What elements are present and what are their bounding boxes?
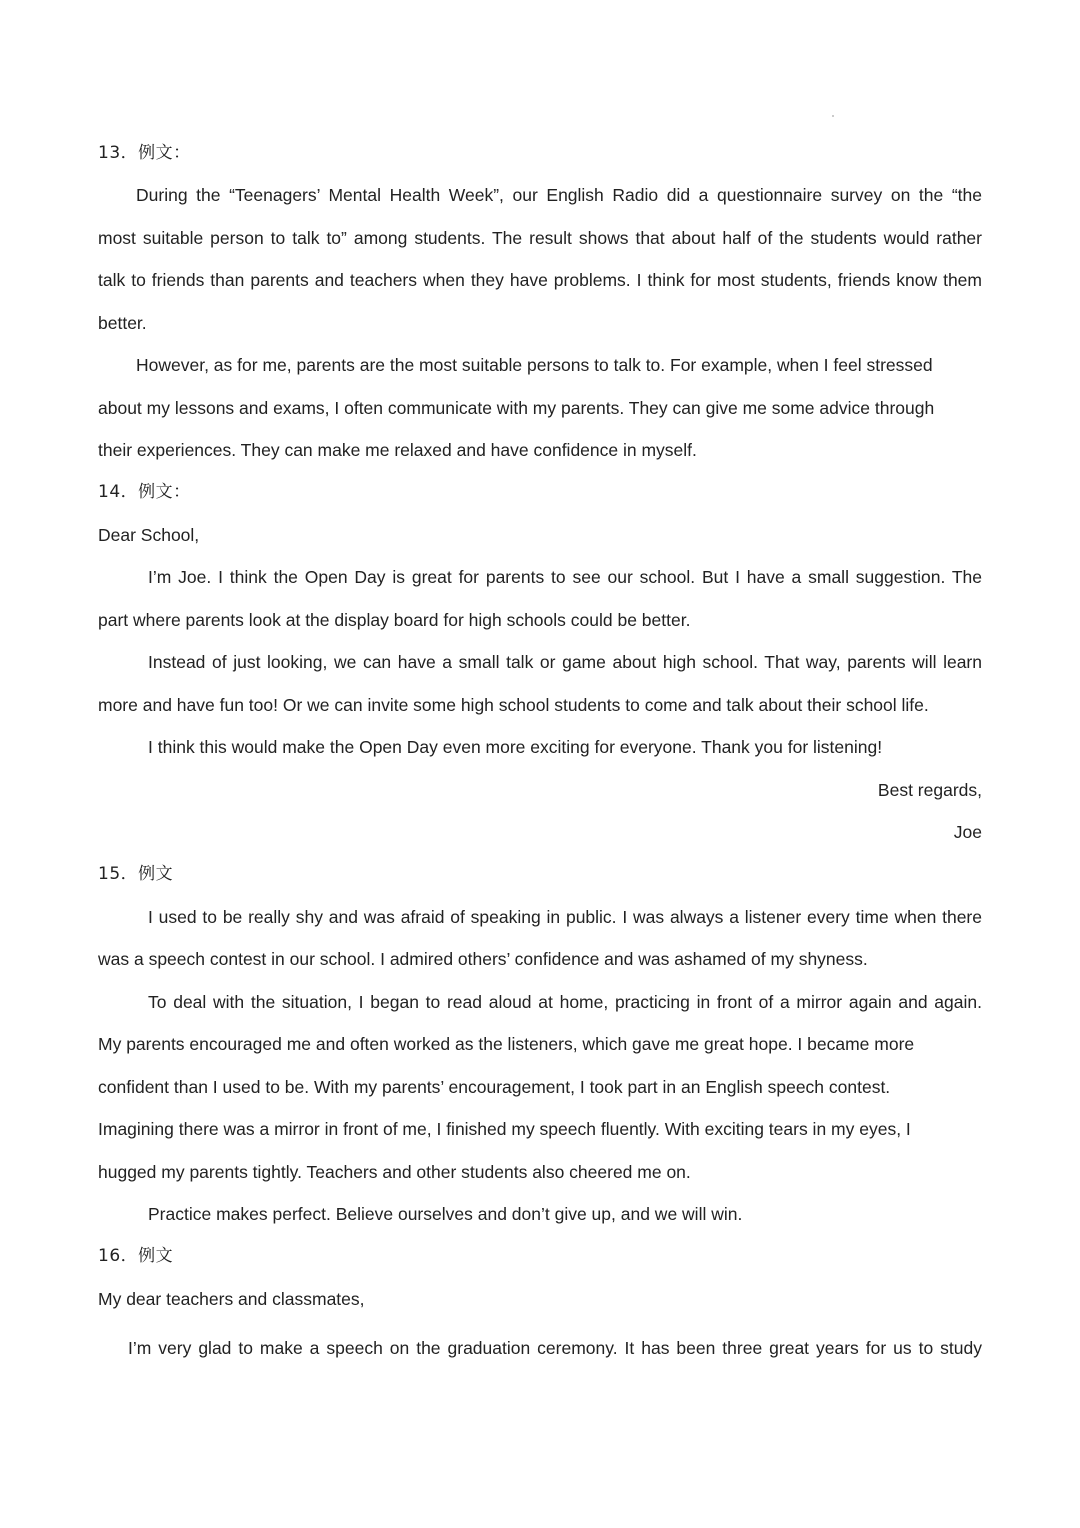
- section-13-line-5: However, as for me, parents are the most suitable persons to talk to. For example, when I feel stressed: [136, 355, 933, 375]
- section-15-line-5: confident than I used to be. With my parents’ encouragement, I took part in an English speech contest.: [98, 1077, 891, 1097]
- section-16-line-1: I’m very glad to make a speech on the graduation ceremony. It has been three great years for us to study: [128, 1338, 982, 1358]
- section-13-line-3: talk to friends than parents and teachers when they have problems. I think for most students, friends know them: [98, 270, 982, 290]
- scan-speck: [832, 115, 834, 117]
- section-15-heading: 15．例文: [98, 864, 174, 884]
- section-13-line-2: most suitable person to talk to” among students. The result shows that about half of the students would rather: [98, 228, 982, 248]
- section-13-line-1: During the “Teenagers’ Mental Health Week”, our English Radio did a questionnaire survey on the “the: [136, 185, 982, 205]
- section-15-line-7: hugged my parents tightly. Teachers and other students also cheered me on.: [98, 1162, 691, 1182]
- section-14-line-3: Instead of just looking, we can have a small talk or game about high school. That way, parents will learn: [148, 652, 982, 672]
- section-15-line-1: I used to be really shy and was afraid of speaking in public. I was always a listener every time when there: [148, 907, 982, 927]
- section-14-closing: Best regards,: [877, 780, 982, 800]
- section-15-line-3: To deal with the situation, I began to read aloud at home, practicing in front of a mirror again and again.: [148, 992, 982, 1012]
- section-15-line-4: My parents encouraged me and often worked as the listeners, which gave me great hope. I became more: [98, 1034, 915, 1054]
- section-14-line-2: part where parents look at the display board for high schools could be better.: [98, 610, 691, 630]
- section-16-salutation: My dear teachers and classmates,: [98, 1289, 365, 1309]
- section-14-line-1: I’m Joe. I think the Open Day is great for parents to see our school. But I have a small suggestion. The: [148, 567, 982, 587]
- section-14-heading: 14．例文：: [98, 482, 191, 502]
- section-16-heading: 16．例文: [98, 1246, 174, 1266]
- section-13-line-6: about my lessons and exams, I often communicate with my parents. They can give me some advice through: [98, 398, 935, 418]
- section-13-heading: 13．例文：: [98, 143, 191, 163]
- section-14-line-4: more and have fun too! Or we can invite some high school students to come and talk about their school life.: [98, 695, 929, 715]
- section-15-line-2: was a speech contest in our school. I admired others’ confidence and was ashamed of my shyness.: [98, 949, 868, 969]
- section-14-line-5: I think this would make the Open Day even more exciting for everyone. Thank you for listening!: [148, 737, 883, 757]
- section-14-signature: Joe: [953, 822, 982, 842]
- section-14-salutation: Dear School,: [98, 525, 200, 545]
- section-15-line-8: Practice makes perfect. Believe ourselves and don’t give up, and we will win.: [148, 1204, 743, 1224]
- section-15-line-6: Imagining there was a mirror in front of me, I finished my speech fluently. With exciting tears in my eyes, I: [98, 1119, 911, 1139]
- section-13-line-4: better.: [98, 313, 147, 333]
- document-page: [98, 0, 982, 1528]
- section-13-line-7: their experiences. They can make me relaxed and have confidence in myself.: [98, 440, 697, 460]
